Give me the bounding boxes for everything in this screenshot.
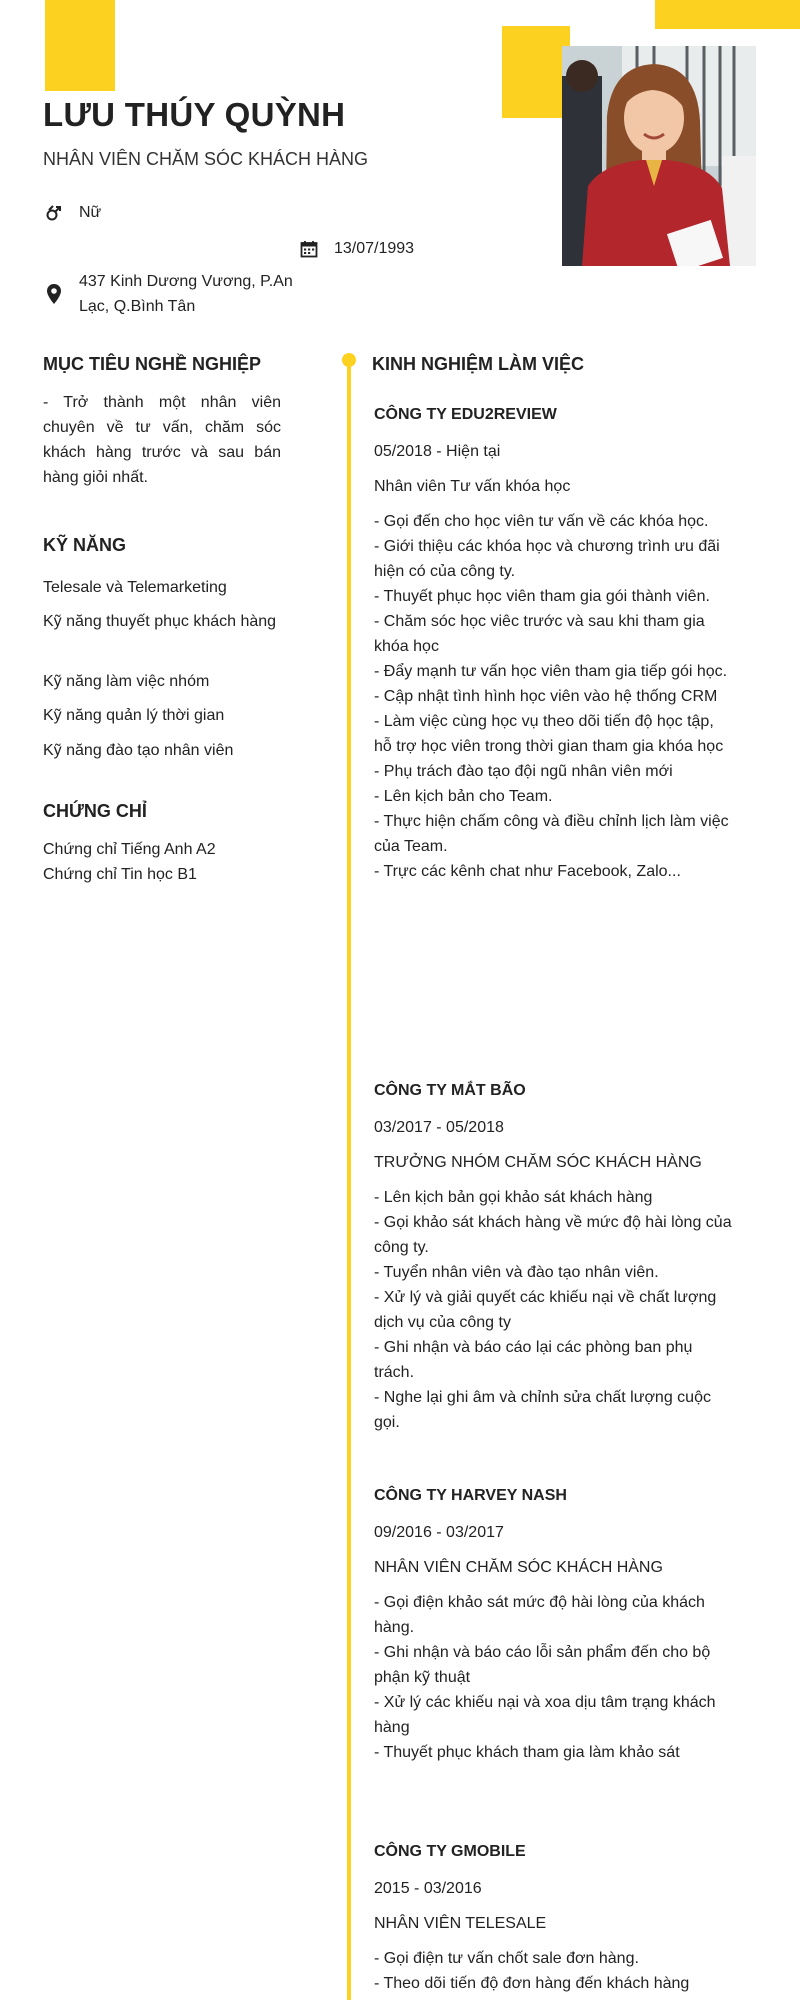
skill-item: Kỹ năng đào tạo nhân viên [43,742,234,759]
duty-item: - Ghi nhận và báo cáo lại các phòng ban phụ trách. [374,1339,693,1381]
gender-value: Nữ [79,204,102,221]
job-period: 2015 - 03/2016 [374,1880,482,1897]
duty-item: - Cập nhật tình hình học viên vào hệ thống CRM [374,688,718,705]
decor-block-top-left [45,0,115,91]
duty-item: - Lên kịch bản gọi khảo sát khách hàng [374,1189,653,1206]
duty-item: - Gọi khảo sát khách hàng về mức độ hài lòng của công ty. [374,1214,732,1256]
duty-item: - Chăm sóc học viêc trước và sau khi tham gia khóa học [374,613,705,655]
dob-value: 13/07/1993 [334,240,415,257]
duty-list [374,1946,734,1996]
duty-item: - Thuyết phục khách tham gia làm khảo sát [374,1744,680,1761]
job-role: NHÂN VIÊN TELESALE [374,1915,547,1932]
timeline-line [347,358,351,2000]
skill-item: Kỹ năng thuyết phục khách hàng [43,613,277,630]
job-period: 05/2018 - Hiện tại [374,443,501,460]
duty-list [374,1590,734,1765]
duty-item: - Giới thiệu các khóa học và chương trình ưu đãi hiện có của công ty. [374,538,720,580]
objective-heading: MỤC TIÊU NGHỀ NGHIỆP [43,354,262,374]
duty-item: - Gọi điện tư vấn chốt sale đơn hàng. [374,1950,639,1967]
company-name: CÔNG TY HARVEY NASH [374,1487,567,1504]
duty-item: - Lên kịch bản cho Team. [374,788,553,805]
company-name: CÔNG TY EDU2REVIEW [374,406,557,423]
duty-item: - Gọi điện khảo sát mức độ hài lòng của khách hàng. [374,1594,705,1636]
address-value: 437 Kinh Dương Vương, P.An Lạc, Q.Bình Tân [79,273,293,315]
job-role: NHÂN VIÊN CHĂM SÓC KHÁCH HÀNG [374,1559,663,1576]
job-period: 09/2016 - 03/2017 [374,1524,504,1541]
location-pin-icon [43,269,65,319]
profile-photo [562,46,756,266]
job-entry [374,1483,734,1765]
duty-item: - Xử lý các khiếu nại và xoa dịu tâm trạng khách hàng [374,1694,716,1736]
job-role: Nhân viên Tư vấn khóa học [374,478,571,495]
job-entry [374,1839,734,1996]
address-row [43,269,313,319]
experience-heading: KINH NGHIỆM LÀM VIỆC [372,354,585,374]
job-period: 03/2017 - 05/2018 [374,1119,504,1136]
company-name: CÔNG TY MẮT BÃO [374,1082,526,1099]
job-entry [374,402,734,884]
duty-item: - Đẩy mạnh tư vấn học viên tham gia tiếp gói học. [374,663,728,680]
company-name: CÔNG TY GMOBILE [374,1843,526,1860]
gender-icon [43,200,65,225]
duty-item: - Gọi đến cho học viên tư vấn về các khóa học. [374,513,709,530]
duty-item: - Theo dõi tiến độ đơn hàng đến khách hàng [374,1975,690,1992]
duty-item: - Nghe lại ghi âm và chỉnh sửa chất lượng cuộc gọi. [374,1389,711,1431]
job-role: TRƯỞNG NHÓM CHĂM SÓC KHÁCH HÀNG [374,1154,702,1171]
duty-item: - Xử lý và giải quyết các khiếu nại về chất lượng dịch vụ của công ty [374,1289,717,1331]
duty-item: - Thuyết phục học viên tham gia gói thành viên. [374,588,710,605]
job-entry [374,1078,734,1435]
decor-block-top-right [655,0,800,29]
skills-heading: KỸ NĂNG [43,535,127,555]
skill-item: Kỹ năng quản lý thời gian [43,707,225,724]
duty-item: - Tuyển nhân viên và đào tạo nhân viên. [374,1264,659,1281]
job-title: NHÂN VIÊN CHĂM SÓC KHÁCH HÀNG [43,149,369,169]
duty-item: - Thực hiện chấm công và điều chỉnh lịch làm việc của Team. [374,813,729,855]
skill-item: Kỹ năng làm việc nhóm [43,673,210,690]
duty-item: - Ghi nhận và báo cáo lỗi sản phẩm đến cho bộ phận kỹ thuật [374,1644,711,1686]
decor-block-photo [502,26,570,118]
objective-text: - Trở thành một nhân viên chuyên về tư vấn, chăm sóc khách hàng trước và sau bán hàng giỏi nhất. [43,394,281,486]
candidate-name: LƯU THÚY QUỲNH [43,96,346,133]
duty-item: - Trực các kênh chat như Facebook, Zalo... [374,863,681,880]
duty-item: - Phụ trách đào tạo đội ngũ nhân viên mới [374,763,673,780]
calendar-icon [298,236,320,261]
duty-list [374,1185,734,1435]
skill-item: Telesale và Telemarketing [43,579,227,596]
certificate-item: Chứng chỉ Tiếng Anh A2 [43,841,216,858]
timeline-dot [342,353,356,367]
gender-row [43,200,101,225]
certificate-item: Chứng chỉ Tin học B1 [43,866,197,883]
duty-item: - Làm việc cùng học vụ theo dõi tiến độ học tập, hỗ trợ học viên trong thời gian tham gia khóa học [374,713,724,755]
dob-row [298,236,414,261]
duty-list [374,509,734,884]
certificates-heading: CHỨNG CHỈ [43,801,147,821]
